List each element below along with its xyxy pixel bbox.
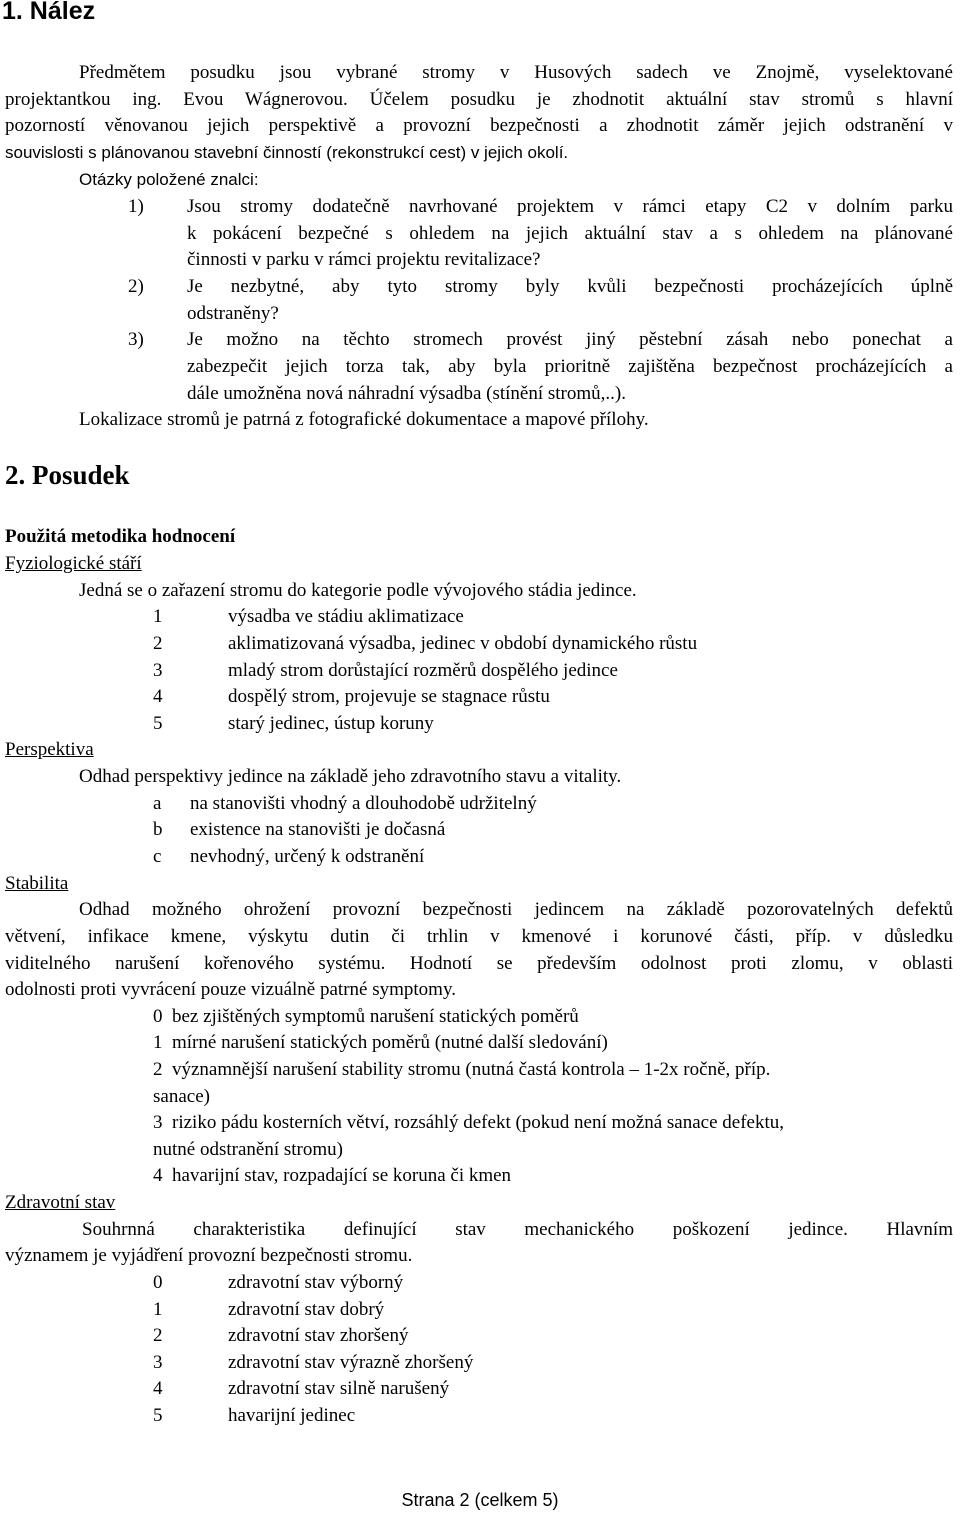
question-line: Jsou stromy dodatečně navrhované projektem v rámci etapy C2 v dolním parku — [187, 196, 953, 217]
category-value: havarijní jedinec — [228, 1405, 356, 1426]
category-key: 3 — [153, 660, 163, 681]
question-line: Je nezbytné, aby tyto stromy byly kvůli bezpečnosti procházejících úplně — [187, 276, 953, 297]
category-value: existence na stanovišti je dočasná — [190, 819, 446, 840]
stability-item: 0 bez zjištěných symptomů narušení statických poměrů — [153, 1006, 579, 1027]
stability-item-continuation: nutné odstranění stromu) — [153, 1139, 343, 1160]
category-key: 4 — [153, 686, 163, 707]
category-value: zdravotní stav výrazně zhoršený — [228, 1352, 474, 1373]
question-number: 1) — [128, 196, 144, 217]
category-value: aklimatizovaná výsadba, jedinec v období dynamického růstu — [228, 633, 698, 654]
localization-note: Lokalizace stromů je patrná z fotografické dokumentace a mapové přílohy. — [79, 409, 649, 430]
question-number: 2) — [128, 276, 144, 297]
subsection-title-fyziologicke-stari: Fyziologické stáří — [5, 553, 142, 574]
para-line: souvislosti s plánovanou stavební činností (rekonstrukcí cest) v jejich okolí. — [5, 143, 569, 162]
question-line: dále umožněna nová náhradní výsadba (stínění stromů,..). — [187, 383, 626, 404]
category-value: mladý strom dorůstající rozměrů dospělého jedince — [228, 660, 618, 681]
category-key: 0 — [153, 1272, 163, 1293]
question-line: zabezpečit jejich torza tak, aby byla prioritně zajištěna bezpečnost procházejících a — [187, 356, 953, 377]
para-line: viditelného narušení kořenového systému. Hodnotí se především odolnost proti zlomu, v oblasti — [5, 953, 953, 974]
category-key: 5 — [153, 1405, 163, 1426]
category-value: výsadba ve stádiu aklimatizace — [228, 606, 464, 627]
category-key: 4 — [153, 1378, 163, 1399]
category-value: zdravotní stav dobrý — [228, 1299, 385, 1320]
stability-item: 1 mírné narušení statických poměrů (nutné další sledování) — [153, 1032, 608, 1053]
category-key: 1 — [153, 1299, 163, 1320]
category-value: zdravotní stav výborný — [228, 1272, 404, 1293]
stability-item: 4 havarijní stav, rozpadající se koruna či kmen — [153, 1165, 512, 1186]
para-line: významem je vyjádření provozní bezpečnosti stromu. — [5, 1245, 413, 1266]
category-key: c — [153, 846, 162, 867]
subsection-intro: Jedná se o zařazení stromu do kategorie podle vývojového stádia jedince. — [79, 580, 637, 601]
question-line: odstraněny? — [187, 303, 279, 324]
questions-intro: Otázky položené znalci: — [79, 170, 259, 189]
subsection-title-perspektiva: Perspektiva — [5, 739, 94, 760]
category-key: 3 — [153, 1352, 163, 1373]
category-key: 2 — [153, 633, 163, 654]
category-value: starý jedinec, ústup koruny — [228, 713, 434, 734]
para-line: projektantkou ing. Evou Wágnerovou. Účelem posudku je zhodnotit aktuální stav stromů s hlavní — [5, 88, 953, 110]
category-key: a — [153, 793, 162, 814]
heading-nalez: 1. Nález — [2, 0, 96, 25]
para-line: větvení, infikace kmene, výskytu dutin či trhlin v kmenové i korunové části, příp. v důsledku — [5, 926, 953, 947]
stability-item-continuation: sanace) — [153, 1086, 210, 1107]
category-value: zdravotní stav zhoršený — [228, 1325, 409, 1346]
para-line: Odhad možného ohrožení provozní bezpečnosti jedincem na základě pozorovatelných defektů — [79, 899, 953, 920]
category-value: nevhodný, určený k odstranění — [190, 846, 425, 867]
page-number-footer: Strana 2 (celkem 5) — [401, 1490, 559, 1510]
category-value: zdravotní stav silně narušený — [228, 1378, 450, 1399]
subsection-title-stabilita: Stabilita — [5, 873, 69, 894]
stability-item: 3 riziko pádu kosterních větví, rozsáhlý defekt (pokud není možná sanace defektu, — [153, 1112, 785, 1133]
subsection-intro: Odhad perspektivy jedince na základě jeho zdravotního stavu a vitality. — [79, 766, 622, 787]
para-line: Souhrnná charakteristika definující stav mechanického poškození jedince. Hlavním — [82, 1219, 953, 1240]
category-key: b — [153, 819, 163, 840]
question-line: činnosti v parku v rámci projektu revitalizace? — [187, 249, 541, 270]
para-line: Předmětem posudku jsou vybrané stromy v Husových sadech ve Znojmě, vyselektované — [79, 62, 953, 83]
question-line: Je možno na těchto stromech provést jiný pěstební zásah nebo ponechat a — [187, 329, 953, 350]
stability-item: 2 významnější narušení stability stromu (nutná častá kontrola – 1-2x ročně, příp. — [153, 1059, 771, 1080]
category-value: na stanovišti vhodný a dlouhodobě udržitelný — [190, 793, 537, 814]
para-line: pozorností věnovanou jejich perspektivě a provozní bezpečnosti a zhodnotit záměr jejich odstranění v — [5, 115, 953, 137]
para-line: odolnosti proti vyvrácení pouze vizuálně patrné symptomy. — [5, 979, 456, 1000]
category-value: dospělý strom, projevuje se stagnace růstu — [228, 686, 550, 707]
question-number: 3) — [128, 329, 144, 350]
method-title: Použitá metodika hodnocení — [5, 526, 236, 547]
category-key: 2 — [153, 1325, 163, 1346]
heading-posudek: 2. Posudek — [5, 460, 130, 490]
category-key: 5 — [153, 713, 163, 734]
category-key: 1 — [153, 606, 163, 627]
question-line: k pokácení bezpečné s ohledem na jejich aktuální stav a s ohledem na plánované — [187, 223, 953, 244]
subsection-title-zdravotni-stav: Zdravotní stav — [5, 1192, 116, 1213]
